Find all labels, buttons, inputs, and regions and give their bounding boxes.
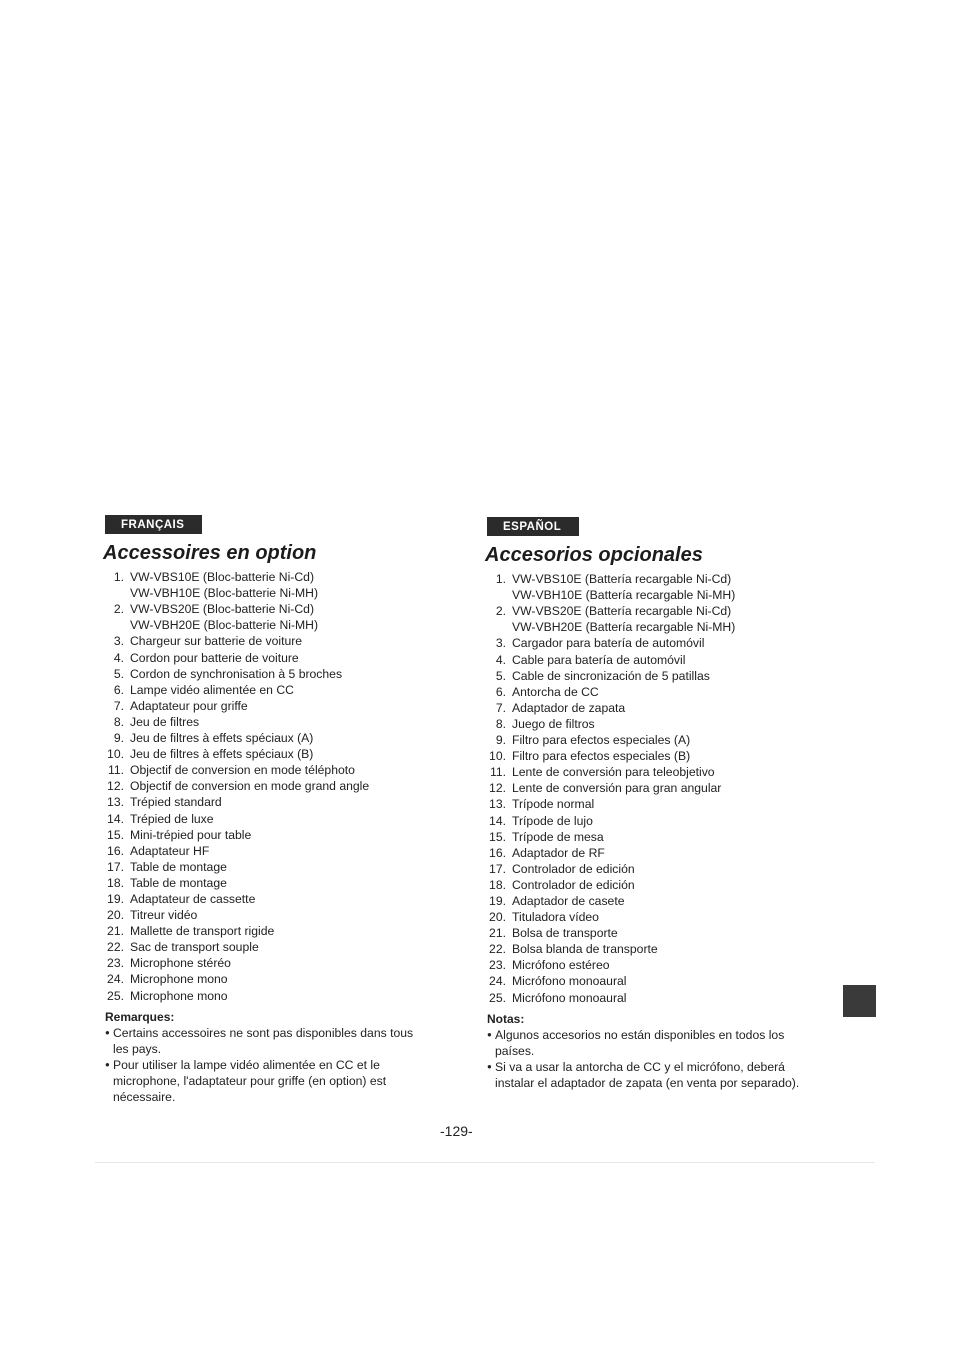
list-item [487, 796, 817, 812]
column-espanol [487, 517, 817, 1091]
item-number: 2. [113, 602, 124, 617]
item-number: 24. [107, 972, 124, 987]
list-item [105, 778, 425, 794]
list-item [105, 633, 425, 649]
accessory-list-francais [105, 569, 425, 1004]
notes-francais [105, 1025, 425, 1105]
item-number: 6. [495, 684, 506, 699]
item-text: Objectif de conversion en mode téléphoto [130, 763, 355, 778]
note-text: Si va a usar la antorcha de CC y el micrófono, deberá instalar el adaptador de zapata (en venta por separado). [495, 1059, 800, 1090]
item-number: 19. [107, 891, 124, 906]
item-text: Bolsa de transporte [512, 926, 618, 941]
list-item [487, 716, 817, 732]
list-item [105, 714, 425, 730]
list-item [487, 635, 817, 651]
list-item [105, 988, 425, 1004]
item-text: Adaptador de zapata [512, 700, 626, 715]
note-item [105, 1025, 425, 1057]
section-thumb-tab [843, 985, 876, 1017]
item-number: 18. [107, 875, 124, 890]
item-number: 10. [489, 749, 506, 764]
item-text: Trépied standard [130, 795, 222, 810]
item-text: Microphone stéréo [130, 956, 231, 971]
item-text: Jeu de filtres [130, 714, 200, 729]
item-text: Sac de transport souple [130, 940, 259, 955]
item-text: Trépied de luxe [130, 811, 214, 826]
item-text: Bolsa blanda de transporte [512, 942, 658, 957]
item-number: 16. [489, 845, 506, 860]
item-number: 4. [113, 650, 124, 665]
list-item [105, 859, 425, 875]
item-number: 25. [489, 990, 506, 1005]
section-title-espanol: Accesorios opcionales [485, 544, 703, 567]
item-number: 9. [113, 731, 124, 746]
item-text: Micrófono monoaural [512, 990, 627, 1005]
item-number: 3. [113, 634, 124, 649]
list-item [105, 746, 425, 762]
list-item [487, 973, 817, 989]
item-text: Adaptador de casete [512, 893, 625, 908]
item-number: 20. [489, 910, 506, 925]
list-item [487, 603, 817, 635]
item-number: 6. [113, 682, 124, 697]
item-number: 22. [107, 940, 124, 955]
list-item [487, 877, 817, 893]
item-text: Mini-trépied pour table [130, 827, 252, 842]
item-number: 16. [107, 843, 124, 858]
item-number: 23. [489, 958, 506, 973]
item-text: Trípode de lujo [512, 813, 593, 828]
list-item [487, 829, 817, 845]
item-number: 5. [113, 666, 124, 681]
list-item [487, 845, 817, 861]
language-tag-francais: FRANÇAIS [105, 515, 202, 534]
item-text: Titreur vidéo [130, 908, 198, 923]
item-text: Jeu de filtres à effets spéciaux (B) [130, 747, 314, 762]
list-item [487, 732, 817, 748]
list-item [105, 762, 425, 778]
item-text: Adaptateur pour griffe [130, 698, 248, 713]
bullet-icon: ● [105, 1027, 110, 1037]
item-number: 2. [495, 604, 506, 619]
item-number: 7. [113, 698, 124, 713]
item-number: 17. [489, 861, 506, 876]
language-tag-espanol: ESPAÑOL [487, 517, 579, 536]
list-item [105, 730, 425, 746]
list-item [487, 764, 817, 780]
column-francais [105, 515, 425, 1105]
item-text: Micrófono monoaural [512, 974, 627, 989]
item-text: Table de montage [130, 875, 227, 890]
list-item [487, 684, 817, 700]
item-number: 9. [495, 733, 506, 748]
item-number: 15. [107, 827, 124, 842]
item-number: 19. [489, 893, 506, 908]
item-number: 20. [107, 908, 124, 923]
item-text: Lampe vidéo alimentée en CC [130, 682, 294, 697]
accessory-list-espanol [487, 571, 817, 1006]
item-text: Mallette de transport rigide [130, 924, 275, 939]
item-text: Lente de conversión para gran angular [512, 781, 722, 796]
list-item [105, 971, 425, 987]
item-number: 8. [113, 714, 124, 729]
item-number: 18. [489, 877, 506, 892]
list-item [105, 682, 425, 698]
item-text: Controlador de edición [512, 877, 635, 892]
list-item [105, 811, 425, 827]
item-text: Filtro para efectos especiales (A) [512, 733, 691, 748]
list-item [487, 813, 817, 829]
list-item [105, 907, 425, 923]
list-item [105, 875, 425, 891]
list-item [487, 925, 817, 941]
item-number: 23. [107, 956, 124, 971]
item-number: 1. [495, 572, 506, 587]
item-text: Cable de sincronización de 5 patillas [512, 668, 710, 683]
notes-title-francais: Remarques: [105, 1009, 175, 1024]
item-text: Adaptateur HF [130, 843, 210, 858]
item-text: Micrófono estéreo [512, 958, 610, 973]
item-number: 5. [495, 668, 506, 683]
item-text: VW-VBS20E (Bloc-batterie Ni-Cd) VW-VBH20E (Bloc-batterie Ni-MH) [130, 602, 319, 633]
list-item [105, 666, 425, 682]
item-text: Adaptateur de cassette [130, 891, 256, 906]
list-item [487, 990, 817, 1006]
list-item [105, 827, 425, 843]
item-number: 1. [113, 570, 124, 585]
item-number: 10. [107, 747, 124, 762]
list-item [105, 891, 425, 907]
note-item [105, 1057, 425, 1105]
item-text: Microphone mono [130, 972, 228, 987]
item-number: 12. [107, 779, 124, 794]
item-number: 13. [489, 797, 506, 812]
list-item [487, 668, 817, 684]
item-text: Trípode de mesa [512, 829, 604, 844]
item-text: Objectif de conversion en mode grand angle [130, 779, 370, 794]
item-number: 14. [107, 811, 124, 826]
item-text: VW-VBS10E (Battería recargable Ni-Cd) VW-VBH10E (Battería recargable Ni-MH) [512, 572, 736, 603]
item-text: VW-VBS10E (Bloc-batterie Ni-Cd) VW-VBH10E (Bloc-batterie Ni-MH) [130, 570, 319, 601]
item-number: 17. [107, 859, 124, 874]
item-number: 4. [495, 652, 506, 667]
list-item [487, 652, 817, 668]
list-item [487, 780, 817, 796]
item-number: 8. [495, 716, 506, 731]
page-number: -129- [440, 1123, 473, 1139]
list-item [487, 941, 817, 957]
item-text: Cable para batería de automóvil [512, 652, 686, 667]
note-text: Algunos accesorios no están disponibles en todos los países. [495, 1027, 785, 1058]
item-text: Cordon de synchronisation à 5 broches [130, 666, 343, 681]
item-text: Antorcha de CC [512, 684, 599, 699]
item-number: 21. [107, 924, 124, 939]
list-item [487, 861, 817, 877]
item-text: VW-VBS20E (Battería recargable Ni-Cd) VW-VBH20E (Battería recargable Ni-MH) [512, 604, 736, 635]
item-text: Jeu de filtres à effets spéciaux (A) [130, 731, 314, 746]
list-item [487, 909, 817, 925]
item-number: 11. [489, 765, 506, 780]
note-item [487, 1059, 817, 1091]
list-item [487, 957, 817, 973]
item-number: 7. [495, 700, 506, 715]
item-number: 24. [489, 974, 506, 989]
list-item [487, 748, 817, 764]
item-text: Controlador de edición [512, 861, 635, 876]
bullet-icon: ● [487, 1029, 492, 1039]
item-number: 13. [107, 795, 124, 810]
item-text: Cargador para batería de automóvil [512, 636, 705, 651]
item-number: 21. [489, 926, 506, 941]
item-text: Chargeur sur batterie de voiture [130, 634, 303, 649]
list-item [105, 794, 425, 810]
list-item [105, 650, 425, 666]
item-text: Microphone mono [130, 988, 228, 1003]
item-number: 25. [107, 988, 124, 1003]
note-text: Pour utiliser la lampe vidéo alimentée en CC et le microphone, l'adaptateur pour griffe (en option) est nécessaire. [113, 1057, 387, 1104]
item-text: Trípode normal [512, 797, 595, 812]
item-number: 14. [489, 813, 506, 828]
item-number: 11. [107, 763, 124, 778]
notes-espanol [487, 1027, 817, 1091]
item-number: 22. [489, 942, 506, 957]
item-number: 3. [495, 636, 506, 651]
note-text: Certains accessoires ne sont pas disponibles dans tous les pays. [113, 1025, 414, 1056]
footer-divider [95, 1162, 875, 1163]
list-item [487, 893, 817, 909]
list-item [487, 700, 817, 716]
item-text: Cordon pour batterie de voiture [130, 650, 299, 665]
item-text: Lente de conversión para teleobjetivo [512, 765, 715, 780]
list-item [105, 843, 425, 859]
item-text: Adaptador de RF [512, 845, 605, 860]
list-item [105, 601, 425, 633]
bullet-icon: ● [487, 1061, 492, 1071]
item-text: Filtro para efectos especiales (B) [512, 749, 691, 764]
item-text: Tituladora vídeo [512, 910, 599, 925]
item-text: Juego de filtros [512, 716, 595, 731]
list-item [105, 955, 425, 971]
notes-title-espanol: Notas: [487, 1011, 525, 1026]
list-item [105, 569, 425, 601]
bullet-icon: ● [105, 1059, 110, 1069]
list-item [105, 698, 425, 714]
list-item [105, 923, 425, 939]
item-text: Table de montage [130, 859, 227, 874]
section-title-francais: Accessoires en option [103, 542, 317, 565]
item-number: 15. [489, 829, 506, 844]
note-item [487, 1027, 817, 1059]
item-number: 12. [489, 781, 506, 796]
list-item [487, 571, 817, 603]
list-item [105, 939, 425, 955]
